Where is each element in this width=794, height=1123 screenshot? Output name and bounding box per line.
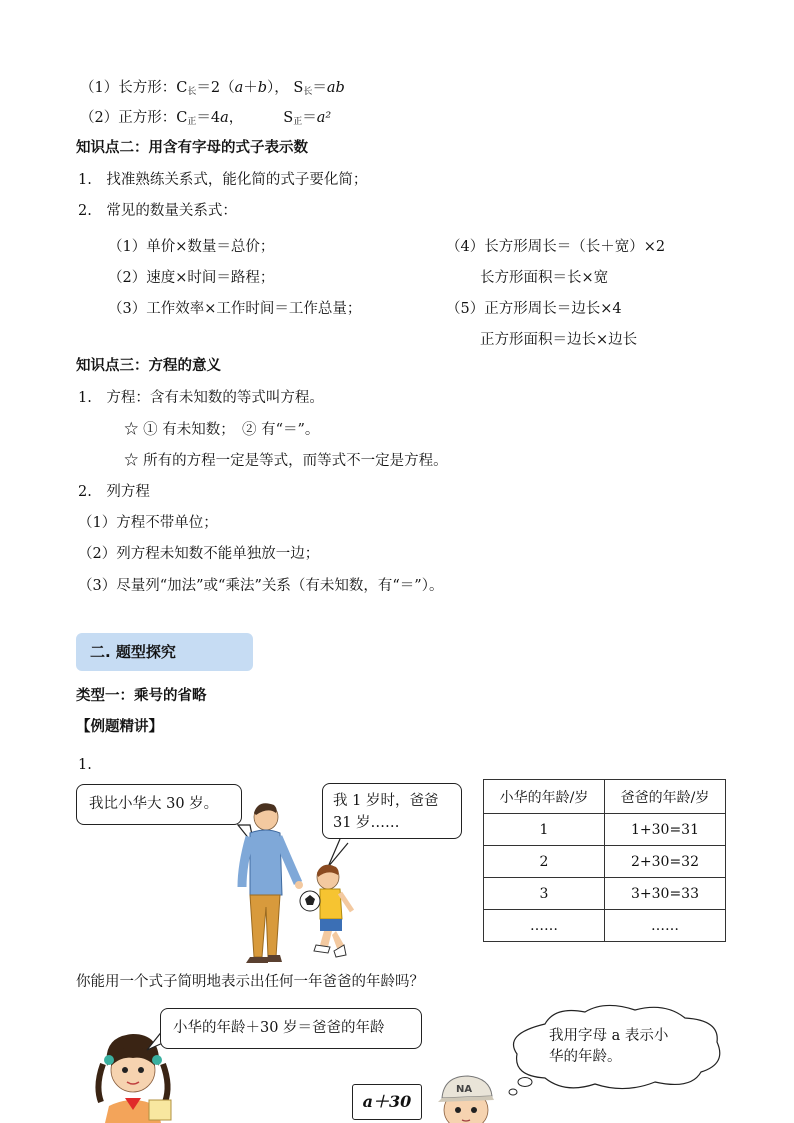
table-cell: 2+30=32: [605, 846, 726, 878]
example-label: 【例题精讲】: [76, 719, 163, 735]
example-number: 1.: [78, 757, 92, 773]
table-header-row: [484, 780, 726, 814]
kp3-sub-1: （1）方程不带单位；: [78, 515, 218, 531]
table-header-xiaohua: 小华的年龄/岁: [484, 780, 605, 814]
table-cell: ……: [484, 910, 605, 942]
table-cell: 3: [484, 878, 605, 910]
table-row: [484, 846, 726, 878]
formula-square: （2）正方形：$C_正=4a$， $S_正=a^2$: [80, 110, 332, 127]
kp3-sub-2: （2）列方程未知数不能单独放一边；: [78, 546, 320, 562]
kp2-title: 知识点二：用含有字母的式子表示数: [76, 140, 308, 156]
age-table: [483, 779, 726, 942]
kp2-right-2: 长方形面积＝长×宽: [480, 270, 609, 286]
table-cell: 3+30=33: [605, 878, 726, 910]
kp2-right-1: （4）长方形周长＝（长＋宽）×2: [446, 239, 666, 255]
table-row: [484, 814, 726, 846]
kp2-left-2: （2）速度×时间＝路程；: [108, 270, 275, 286]
kp2-item2: 2. 常见的数量关系式：: [78, 203, 237, 219]
kp2-left-1: （1）单价×数量＝总价；: [108, 239, 275, 255]
table-cell: ……: [605, 910, 726, 942]
kp2-left-3: （3）工作效率×工作时间＝工作总量；: [108, 301, 362, 317]
dad-speech-bubble: 我比小华大 30 岁。: [76, 784, 242, 825]
kp3-star2: ☆ 所有的方程一定是等式，而等式不一定是方程。: [124, 453, 448, 469]
kp3-sub-3: （3）尽量列“加法”或“乘法”关系（有未知数，有“＝”）。: [78, 578, 444, 594]
boy-thought-text: 我用字母 a 表示小华的年龄。: [549, 1028, 669, 1065]
dad-and-son-illustration: [228, 795, 368, 970]
section-banner: 二. 题型探究: [76, 633, 253, 671]
table-row: [484, 910, 726, 942]
answer-expression: a＋30: [352, 1084, 422, 1120]
svg-text:NA: NA: [456, 1084, 473, 1095]
kp2-right-3: （5）正方形周长＝边长×4: [446, 301, 622, 317]
formula-rectangle: （1）长方形：$C_长=2(a+b)$， $S_长=ab$: [80, 80, 345, 97]
boy-with-cap-illustration: [430, 1070, 500, 1123]
girl-speech-bubble: 小华的年龄＋30 岁＝爸爸的年龄: [160, 1008, 422, 1049]
kp2-item1: 1. 找准熟练关系式，能化简的式子要化简；: [78, 172, 368, 188]
type1-title: 类型一：乘号的省略: [76, 688, 207, 704]
kp3-title: 知识点三：方程的意义: [76, 358, 221, 374]
kp3-item2: 2. 列方程: [78, 484, 150, 500]
kp2-right-4: 正方形面积＝边长×边长: [480, 332, 638, 348]
table-cell: 1+30=31: [605, 814, 726, 846]
question-text: 你能用一个式子简明地表示出任何一年爸爸的年龄吗？: [76, 974, 424, 990]
kp3-star1: ☆ ① 有未知数； ② 有“＝”。: [124, 422, 320, 438]
table-cell: 1: [484, 814, 605, 846]
table-cell: 2: [484, 846, 605, 878]
kp3-item1: 1. 方程：含有未知数的等式叫方程。: [78, 390, 324, 406]
table-header-dad: 爸爸的年龄/岁: [605, 780, 726, 814]
kid-speech-bubble: 我 1 岁时，爸爸 31 岁……: [322, 783, 462, 839]
table-row: [484, 878, 726, 910]
